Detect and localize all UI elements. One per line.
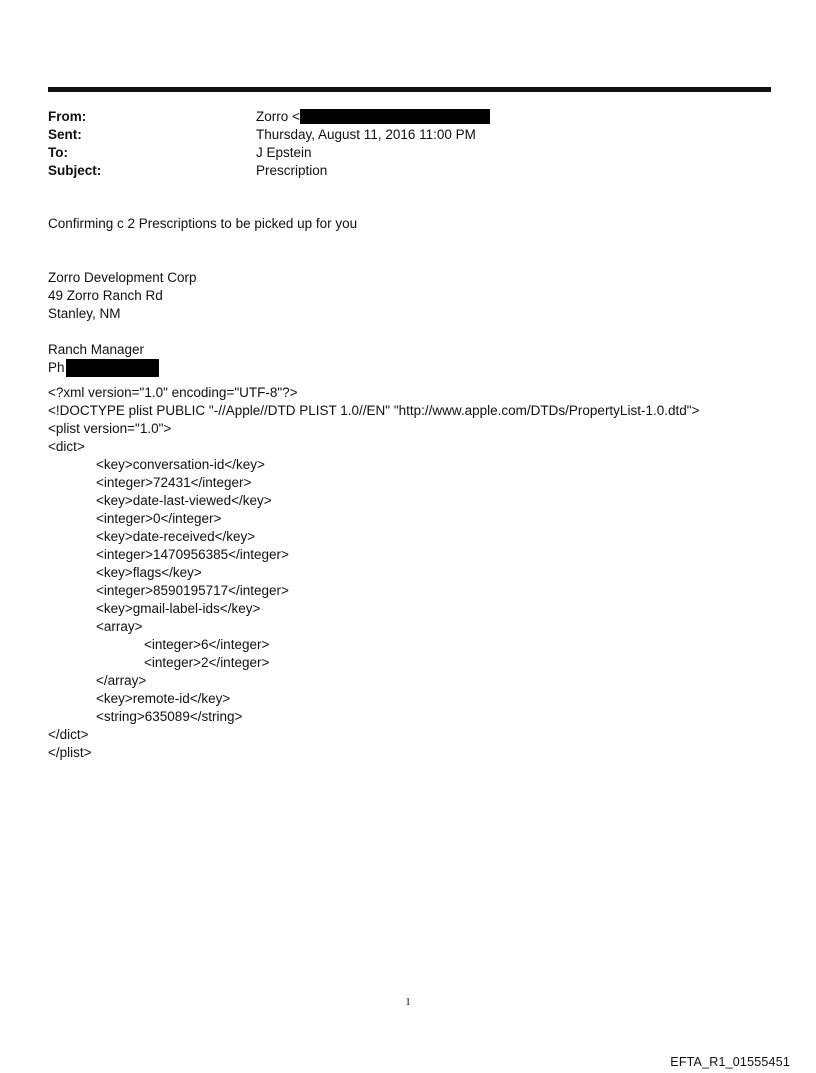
- redaction-bar: [300, 109, 490, 124]
- xml-line: <integer>1470956385</integer>: [96, 547, 289, 562]
- xml-line: <key>conversation-id</key>: [96, 457, 265, 472]
- email-header: [48, 108, 768, 180]
- redaction-bar: [66, 359, 159, 377]
- signature-company: Zorro Development Corp: [48, 270, 197, 285]
- from-value-text: Zorro <: [256, 109, 300, 124]
- signature-title: Ranch Manager: [48, 342, 145, 357]
- signature-phone: [48, 359, 159, 377]
- xml-line: <integer>0</integer>: [96, 511, 222, 526]
- page-number: 1: [405, 996, 411, 1008]
- signature-address: [48, 269, 197, 323]
- xml-line: <!DOCTYPE plist PUBLIC "-//Apple//DTD PLIST 1.0//EN" "http://www.apple.com/DTDs/PropertyList-1.0.dtd">: [48, 403, 700, 418]
- subject-row: [48, 162, 768, 180]
- sent-row: [48, 126, 768, 144]
- xml-line: <key>remote-id</key>: [96, 691, 231, 706]
- signature-contact: [48, 341, 159, 377]
- message-body: [48, 215, 357, 233]
- from-value: [256, 108, 490, 126]
- xml-line: <key>gmail-label-ids</key>: [96, 601, 261, 616]
- to-value: J Epstein: [256, 145, 312, 160]
- xml-line: <integer>2</integer>: [144, 655, 270, 670]
- xml-line: <integer>8590195717</integer>: [96, 583, 289, 598]
- xml-line: </plist>: [48, 745, 92, 760]
- bates-number: EFTA_R1_01555451: [670, 1055, 790, 1069]
- xml-line: <key>date-received</key>: [96, 529, 256, 544]
- xml-line: <key>date-last-viewed</key>: [96, 493, 272, 508]
- xml-line: <dict>: [48, 439, 85, 454]
- xml-line: </dict>: [48, 727, 89, 742]
- xml-line: <?xml version="1.0" encoding="UTF-8"?>: [48, 385, 298, 400]
- subject-value: Prescription: [256, 163, 328, 178]
- signature-address-line-1: 49 Zorro Ranch Rd: [48, 288, 163, 303]
- header-divider: [48, 87, 771, 92]
- xml-line: <integer>72431</integer>: [96, 475, 252, 490]
- sent-value: Thursday, August 11, 2016 11:00 PM: [256, 127, 476, 142]
- xml-line: <key>flags</key>: [96, 565, 202, 580]
- signature-address-line-2: Stanley, NM: [48, 306, 121, 321]
- xml-line: <array>: [96, 619, 143, 634]
- xml-line: <integer>6</integer>: [144, 637, 270, 652]
- from-row: [48, 108, 768, 126]
- from-label: From:: [48, 109, 87, 124]
- phone-prefix: Ph: [48, 360, 65, 375]
- sent-label: Sent:: [48, 127, 82, 142]
- subject-label: Subject:: [48, 163, 102, 178]
- xml-line: <plist version="1.0">: [48, 421, 172, 436]
- xml-line: <string>635089</string>: [96, 709, 243, 724]
- to-row: [48, 144, 768, 162]
- to-label: To:: [48, 145, 68, 160]
- plist-xml-block: [48, 384, 699, 762]
- xml-line: </array>: [96, 673, 147, 688]
- message-text: Confirming c 2 Prescriptions to be picked up for you: [48, 216, 358, 231]
